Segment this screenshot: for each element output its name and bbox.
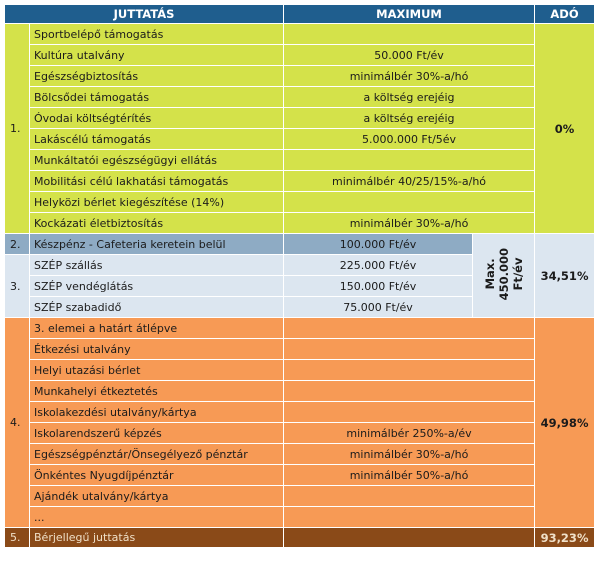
benefit-maximum [284,150,535,171]
benefit-label: Egészségpénztár/Önsegélyező pénztár [30,444,284,465]
benefit-maximum: 225.000 Ft/év [284,255,473,276]
max-cap-line2: 450.000 [496,247,511,301]
benefit-label: ... [30,507,284,528]
group-number: 3. [5,255,30,318]
benefit-maximum: 50.000 Ft/év [284,45,535,66]
max-cap-line3: Ft/év [510,257,525,291]
benefits-table [4,4,595,548]
table-row [5,339,595,360]
max-cap-line1: Max. [482,258,497,290]
benefit-label: Helyközi bérlet kiegészítése (14%) [30,192,284,213]
benefit-maximum [284,339,535,360]
group-number: 2. [5,234,30,255]
benefit-maximum [284,360,535,381]
group-tax: 0% [535,24,595,234]
group-number: 5. [5,528,30,548]
benefit-maximum: 150.000 Ft/év [284,276,473,297]
benefit-maximum [284,402,535,423]
benefit-label: Önkéntes Nyugdíjpénztár [30,465,284,486]
benefit-maximum [284,486,535,507]
benefit-label: Bérjellegű juttatás [30,528,284,548]
table-row [5,423,595,444]
table-row [5,234,595,255]
table-row [5,108,595,129]
benefit-maximum: minimálbér 30%-a/hó [284,444,535,465]
benefit-label: Iskolakezdési utalvány/kártya [30,402,284,423]
benefit-maximum: 100.000 Ft/év [284,234,473,255]
benefit-label: 3. elemei a határt átlépve [30,318,284,339]
benefit-label: Kultúra utalvány [30,45,284,66]
group-number: 1. [5,24,30,234]
benefit-label: Iskolarendszerű képzés [30,423,284,444]
benefit-maximum: a költség erejéig [284,108,535,129]
table-row [5,24,595,45]
benefit-label: Ajándék utalvány/kártya [30,486,284,507]
table-row [5,360,595,381]
table-row [5,444,595,465]
group-tax: 34,51% [535,234,595,318]
max-cap-cell [473,234,535,318]
benefit-label: Kockázati életbiztosítás [30,213,284,234]
benefit-maximum [284,24,535,45]
benefit-maximum: minimálbér 40/25/15%-a/hó [284,171,535,192]
benefit-maximum: minimálbér 30%-a/hó [284,66,535,87]
header-row [5,5,595,24]
benefit-label: SZÉP szállás [30,255,284,276]
benefit-label: Sportbelépő támogatás [30,24,284,45]
benefit-label: SZÉP szabadidő [30,297,284,318]
benefit-label: Óvodai költségtérítés [30,108,284,129]
table-row [5,66,595,87]
benefit-maximum [284,318,535,339]
benefit-label: Egészségbiztosítás [30,66,284,87]
table-row [5,381,595,402]
table-row [5,171,595,192]
header-maximum: MAXIMUM [284,5,535,24]
benefit-maximum: a költség erejéig [284,87,535,108]
benefit-maximum [284,507,535,528]
benefit-maximum [284,192,535,213]
header-benefit: JUTTATÁS [5,5,284,24]
benefit-label: Bölcsődei támogatás [30,87,284,108]
table-row [5,465,595,486]
table-row [5,318,595,339]
benefit-maximum [284,381,535,402]
benefit-maximum [284,528,535,548]
table-row [5,507,595,528]
benefit-maximum: 75.000 Ft/év [284,297,473,318]
table-row [5,486,595,507]
benefit-maximum: 5.000.000 Ft/5év [284,129,535,150]
max-cap-note [483,248,525,300]
table-row [5,213,595,234]
group-tax: 49,98% [535,318,595,528]
table-row [5,87,595,108]
benefit-maximum: minimálbér 250%-a/év [284,423,535,444]
benefit-label: Helyi utazási bérlet [30,360,284,381]
group-tax: 93,23% [535,528,595,548]
table-row [5,150,595,171]
header-tax: ADÓ [535,5,595,24]
benefit-label: Étkezési utalvány [30,339,284,360]
benefit-maximum: minimálbér 50%-a/hó [284,465,535,486]
table-row [5,192,595,213]
table-row [5,45,595,66]
benefit-label: Mobilitási célú lakhatási támogatás [30,171,284,192]
benefits-table-container [4,4,594,558]
benefit-label: Munkahelyi étkeztetés [30,381,284,402]
benefit-label: SZÉP vendéglátás [30,276,284,297]
table-row [5,528,595,548]
benefit-label: Lakáscélú támogatás [30,129,284,150]
group-number: 4. [5,318,30,528]
benefit-label: Készpénz - Cafeteria keretein belül [30,234,284,255]
benefit-maximum: minimálbér 30%-a/hó [284,213,535,234]
table-row [5,402,595,423]
table-row [5,129,595,150]
benefit-label: Munkáltatói egészségügyi ellátás [30,150,284,171]
